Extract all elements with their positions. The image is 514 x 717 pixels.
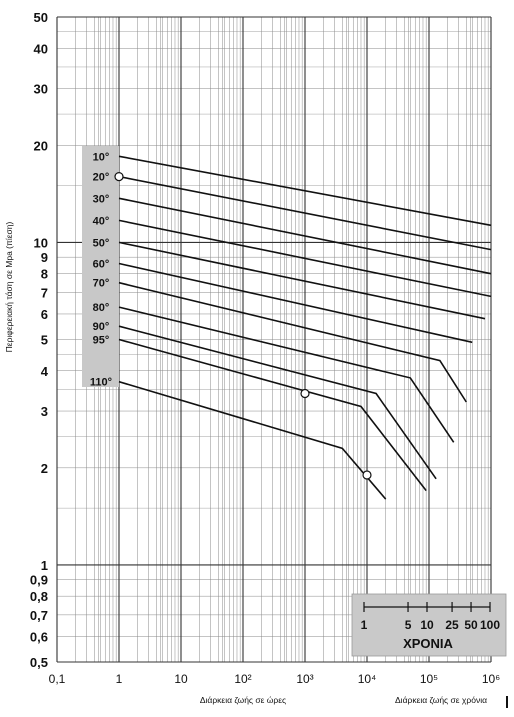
- x-tick-label-4: 10³: [296, 672, 314, 686]
- years-tick-label-3: 25: [445, 618, 459, 632]
- y-tick-label-18: 50: [33, 10, 48, 25]
- series-label-1: 20°: [92, 171, 110, 184]
- x-tick-label-6: 10⁵: [419, 672, 439, 686]
- x-tick-label-7: 10⁶: [481, 672, 501, 686]
- series-label-5: 60°: [92, 258, 110, 271]
- y-tick-label-12: 8: [40, 266, 48, 282]
- corner-mark: [506, 696, 508, 708]
- x-tick-labels: [49, 672, 501, 686]
- x-tick-label-3: 10²: [234, 672, 252, 686]
- series-label-7: 80°: [92, 302, 110, 315]
- y-tick-label-13: 9: [40, 250, 48, 266]
- years-title: ΧΡΟΝΙΑ: [403, 636, 453, 651]
- x-tick-label-1: 1: [115, 672, 123, 686]
- y-tick-label-10: 6: [40, 306, 48, 322]
- x-axis-label-years: Διάρκεια ζωής σε χρόνια: [395, 695, 487, 705]
- y-tick-label-16: 30: [33, 81, 48, 97]
- marker-1: [301, 390, 309, 398]
- y-tick-labels: [30, 10, 49, 670]
- years-tick-label-1: 5: [404, 618, 412, 632]
- y-tick-label-4: 0,9: [29, 572, 48, 588]
- series-label-4: 50°: [92, 237, 110, 250]
- series-label-0: 10°: [92, 151, 110, 164]
- y-axis-label: Περιφερειακή τάση σε Mpa (πίεση): [4, 221, 14, 353]
- series-line-8: [119, 326, 436, 479]
- x-tick-label-2: 10: [174, 672, 188, 686]
- y-tick-label-1: 0,6: [29, 629, 48, 645]
- x-tick-label-0: 0,1: [48, 672, 66, 686]
- series-line-10: [119, 382, 386, 499]
- y-tick-label-8: 4: [40, 363, 48, 379]
- y-tick-label-15: 20: [33, 138, 48, 154]
- series-label-10: 110°: [89, 376, 113, 389]
- y-tick-label-9: 5: [40, 332, 48, 348]
- y-tick-label-14: 10: [33, 235, 48, 251]
- years-tick-label-2: 10: [420, 618, 434, 632]
- series-label-3: 40°: [92, 215, 110, 228]
- series-label-2: 30°: [92, 193, 110, 206]
- series-label-8: 90°: [92, 321, 110, 334]
- marker-0: [115, 173, 123, 181]
- series-label-9: 95°: [92, 334, 110, 347]
- years-tick-label-5: 100: [479, 618, 501, 632]
- y-tick-label-17: 40: [33, 41, 48, 57]
- y-tick-label-7: 3: [40, 404, 48, 420]
- y-tick-label-6: 2: [40, 460, 48, 476]
- years-tick-label-0: 1: [360, 618, 368, 632]
- y-tick-label-3: 0,8: [29, 589, 48, 605]
- marker-2: [363, 471, 371, 479]
- years-tick-label-4: 50: [464, 618, 478, 632]
- x-axis-label-hours: Διάρκεια ζωής σε ώρες: [199, 695, 287, 705]
- y-tick-label-5: 1: [40, 557, 48, 573]
- x-tick-label-5: 10⁴: [357, 672, 377, 686]
- y-tick-label-11: 7: [40, 285, 48, 301]
- y-tick-label-2: 0,7: [29, 607, 48, 623]
- years-scale-box: [352, 594, 506, 656]
- y-tick-label-0: 0,5: [29, 655, 48, 670]
- series-label-6: 70°: [92, 277, 110, 290]
